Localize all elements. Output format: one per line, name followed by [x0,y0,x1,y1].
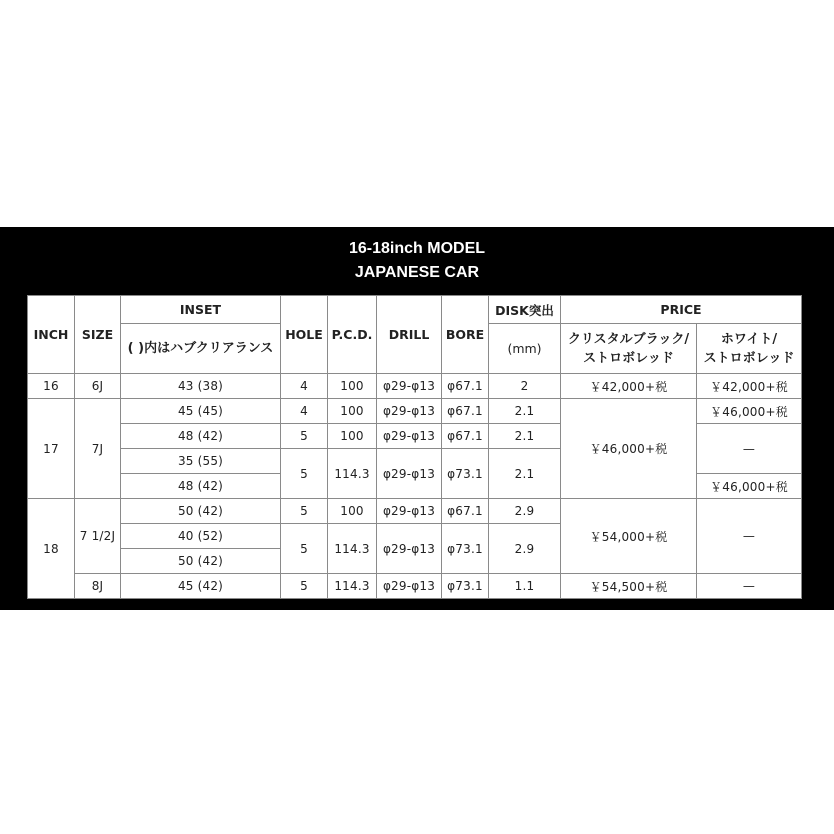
cell-pcd: 114.3 [328,449,377,499]
cell-disk: 2.1 [489,449,561,499]
cell-drill: φ29-φ13 [377,424,442,449]
cell-inch: 16 [28,374,75,399]
header-pcd: P.C.D. [328,296,377,374]
header-size: SIZE [75,296,121,374]
cell-disk: 2.1 [489,399,561,424]
cell-inset: 40 (52) [121,524,281,549]
cell-hole: 5 [281,424,328,449]
cell-disk: 2 [489,374,561,399]
cell-drill: φ29-φ13 [377,449,442,499]
cell-drill: φ29-φ13 [377,574,442,599]
cell-hole: 5 [281,524,328,574]
cell-price-a: ￥42,000+税 [561,374,697,399]
model-title: 16-18inch MODEL [348,240,486,257]
cell-inset: 48 (42) [121,474,281,499]
cell-hole: 5 [281,449,328,499]
cell-inset: 45 (45) [121,399,281,424]
cell-drill: φ29-φ13 [377,499,442,524]
header-disk-unit: (mm) [489,324,561,374]
table-row [28,499,802,524]
cell-size: 7 1/2J [75,499,121,574]
cell-inch: 17 [28,399,75,499]
cell-pcd: 100 [328,424,377,449]
cell-size: 8J [75,574,121,599]
cell-size: 6J [75,374,121,399]
header-drill: DRILL [377,296,442,374]
header-bore: BORE [442,296,489,374]
cell-hole: 4 [281,374,328,399]
spec-panel [0,227,834,610]
header-disk: DISK突出 [489,296,561,324]
cell-bore: φ67.1 [442,499,489,524]
cell-inset: 43 (38) [121,374,281,399]
cell-bore: φ73.1 [442,574,489,599]
header-inch: INCH [28,296,75,374]
cell-bore: φ67.1 [442,424,489,449]
header-inset: INSET [121,296,281,324]
cell-price-a: ￥54,500+税 [561,574,697,599]
cell-pcd: 100 [328,399,377,424]
header-price-black-red [561,324,697,374]
cell-inset: 48 (42) [121,424,281,449]
cell-pcd: 100 [328,374,377,399]
cell-disk: 1.1 [489,574,561,599]
header-price: PRICE [561,296,802,324]
header-price-a-line2: ストロボレッド [583,350,674,366]
header-price-b-line2: ストロボレッド [703,350,795,366]
cell-size: 7J [75,399,121,499]
cell-price-b: — [697,574,802,599]
cell-bore: φ73.1 [442,524,489,574]
cell-inset: 45 (42) [121,574,281,599]
cell-pcd: 114.3 [328,574,377,599]
header-hole: HOLE [281,296,328,374]
table-row [28,574,802,599]
cell-drill: φ29-φ13 [377,374,442,399]
cell-price-b: ￥46,000+税 [697,399,802,424]
table-row [28,399,802,424]
cell-price-b: ￥42,000+税 [697,374,802,399]
cell-disk: 2.9 [489,499,561,524]
cell-hole: 5 [281,574,328,599]
cell-inset: 35 (55) [121,449,281,474]
cell-hole: 4 [281,399,328,424]
cell-price-a: ￥54,000+税 [561,499,697,574]
header-price-white-red [697,324,802,374]
cell-inset: 50 (42) [121,549,281,574]
table-row [28,374,802,399]
cell-hole: 5 [281,499,328,524]
cell-price-b: — [697,499,802,574]
cell-pcd: 100 [328,499,377,524]
header-inset-sub: ( )内はハブクリアランス [121,324,281,374]
cell-inset: 50 (42) [121,499,281,524]
cell-disk: 2.1 [489,424,561,449]
header-price-a-line1: クリスタルブラック/ [567,331,690,347]
cell-pcd: 114.3 [328,524,377,574]
model-subtitle: JAPANESE CAR [354,264,480,281]
cell-drill: φ29-φ13 [377,524,442,574]
spec-table [27,295,802,599]
cell-inch: 18 [28,499,75,599]
cell-bore: φ67.1 [442,399,489,424]
cell-drill: φ29-φ13 [377,399,442,424]
cell-bore: φ73.1 [442,449,489,499]
cell-price-a: ￥46,000+税 [561,399,697,499]
header-price-b-line1: ホワイト/ [720,331,778,347]
cell-price-b: — [697,424,802,474]
cell-bore: φ67.1 [442,374,489,399]
cell-disk: 2.9 [489,524,561,574]
cell-price-b: ￥46,000+税 [697,474,802,499]
